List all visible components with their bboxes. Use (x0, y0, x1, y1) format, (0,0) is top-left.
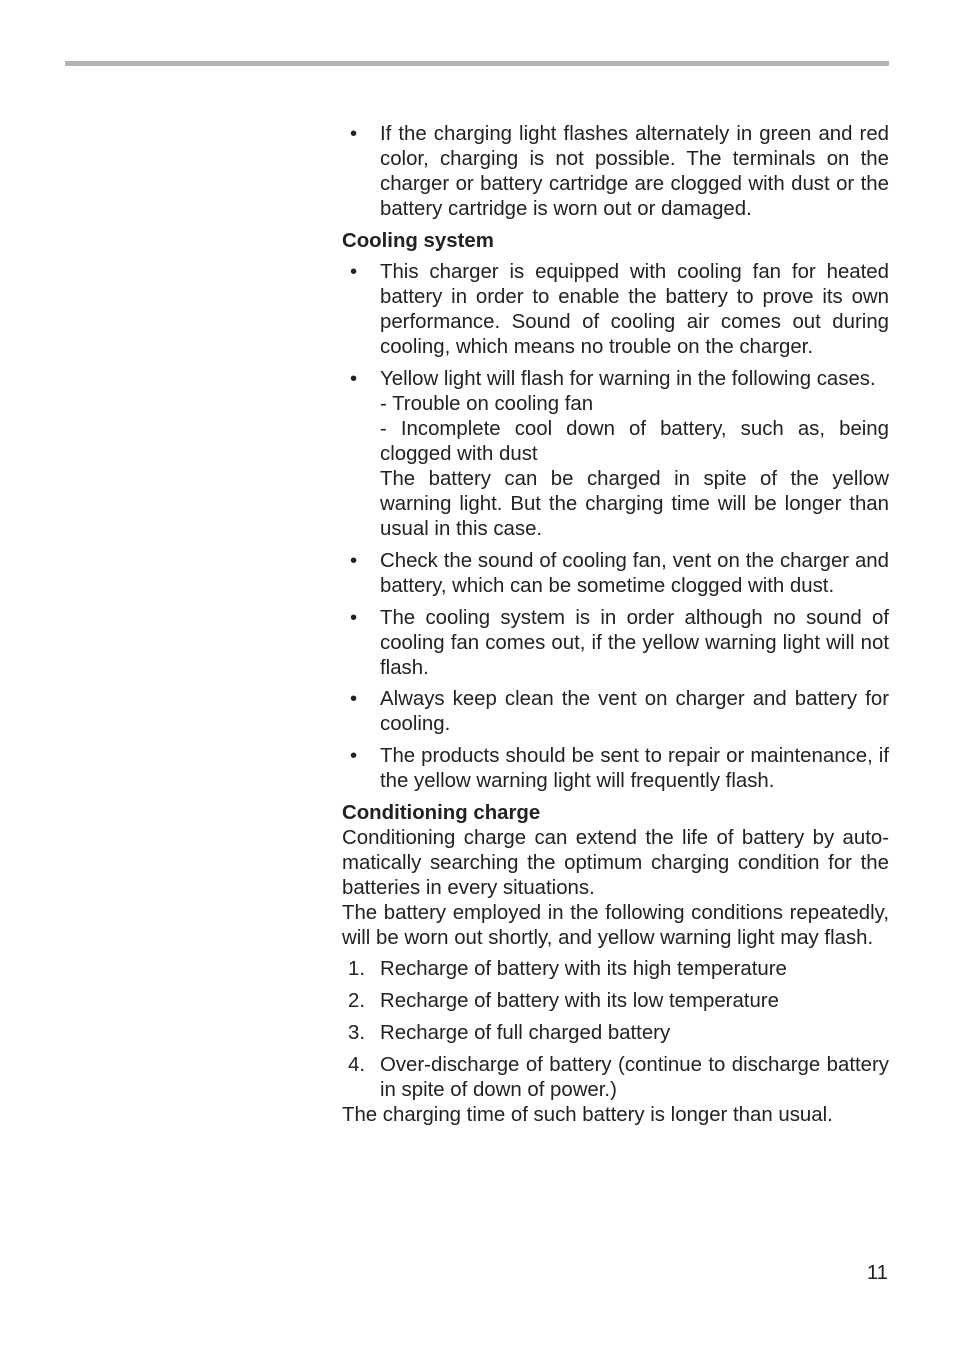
body-paragraph: Conditioning charge can extend the life of battery by auto-matically searching the optimum charging condition for the batteries in every situations. (342, 826, 889, 899)
numbered-item-text (380, 989, 889, 1014)
numbered-item-line: Recharge of battery with its high temperature (380, 958, 787, 981)
bullet-paragraph: Check the sound of cooling fan, vent on the charger and battery, which can be sometime clogged with dust. (380, 549, 889, 597)
bullet-text (380, 606, 889, 681)
bullet-paragraph: Yellow light will flash for warning in the following cases. (380, 368, 876, 391)
bullet-paragraph: The products should be sent to repair or maintenance, if the yellow warning light will frequently flash. (380, 745, 889, 793)
bullet-paragraph: This charger is equipped with cooling fan for heated battery in order to enable the battery to prove its own performance. Sound of cooling air comes out during cooling, which means no trouble on the charger. (380, 261, 889, 359)
bullet-marker: • (350, 606, 358, 629)
numbered-item-line: Recharge of battery with its low temperature (380, 990, 779, 1013)
bullet-paragraph: The cooling system is in order although no sound of cooling fan comes out, if the yellow warning light will not flash. (380, 606, 889, 679)
item-number: 1. (348, 958, 366, 981)
bullet-paragraph: The battery can be charged in spite of the yellow warning light. But the charging time will be longer than usual in this case. (380, 468, 889, 541)
bullet-item-cooling-fan (342, 260, 889, 360)
item-number: 3. (348, 1021, 366, 1044)
numbered-item (342, 1021, 889, 1046)
bullet-text (380, 687, 889, 737)
bullet-subcase: - Trouble on cooling fan (380, 393, 594, 416)
bullet-item-yellow-light (342, 367, 889, 542)
section-heading-conditioning-charge: Conditioning charge (342, 801, 541, 824)
numbered-item-text (380, 1053, 889, 1103)
numbered-item-text (380, 957, 889, 982)
item-number: 4. (348, 1053, 366, 1076)
bullet-paragraph: If the charging light flashes alternately in green and red color, charging is not possible. The terminals on the charger or battery cartridge are clogged with dust or the battery cartridge is worn out or damaged. (380, 123, 889, 220)
bullet-item-system-in-order (342, 606, 889, 681)
bullet-item-keep-clean (342, 687, 889, 737)
page-number: 11 (866, 1262, 888, 1284)
bullet-marker: • (350, 745, 358, 768)
bullet-subcase: - Incomplete cool down of battery, such as, being clogged with dust (380, 418, 889, 466)
numbered-item (342, 1053, 889, 1103)
body-paragraph: The battery employed in the following conditions repeatedly, will be worn out shortly, and yellow warning light may flash. (342, 901, 889, 949)
numbered-item (342, 957, 889, 982)
bullet-paragraph: Always keep clean the vent on charger and battery for cooling. (380, 688, 889, 736)
bullet-marker: • (350, 368, 358, 391)
bullet-marker: • (350, 688, 358, 711)
numbered-item-text (380, 1021, 889, 1046)
bullet-marker: • (350, 549, 358, 572)
closing-paragraph: The charging time of such battery is longer than usual. (342, 1103, 833, 1126)
section-heading-cooling-system: Cooling system (342, 229, 494, 252)
bullet-text (380, 122, 889, 222)
bullet-text (380, 260, 889, 360)
bullet-item-repair (342, 744, 889, 794)
header-rule (65, 61, 889, 66)
numbered-item (342, 989, 889, 1014)
bullet-item-check-sound (342, 549, 889, 599)
bullet-item-charging-light (342, 122, 889, 222)
bullet-marker: • (350, 261, 358, 284)
bullet-marker: • (350, 123, 358, 145)
numbered-item-line: Recharge of full charged battery (380, 1021, 671, 1044)
main-column (342, 122, 889, 1128)
item-number: 2. (348, 990, 366, 1013)
bullet-text (380, 744, 889, 794)
bullet-text (380, 367, 889, 542)
bullet-text (380, 549, 889, 599)
numbered-item-line: Over-discharge of battery (continue to discharge battery in spite of down of power.) (380, 1053, 889, 1101)
